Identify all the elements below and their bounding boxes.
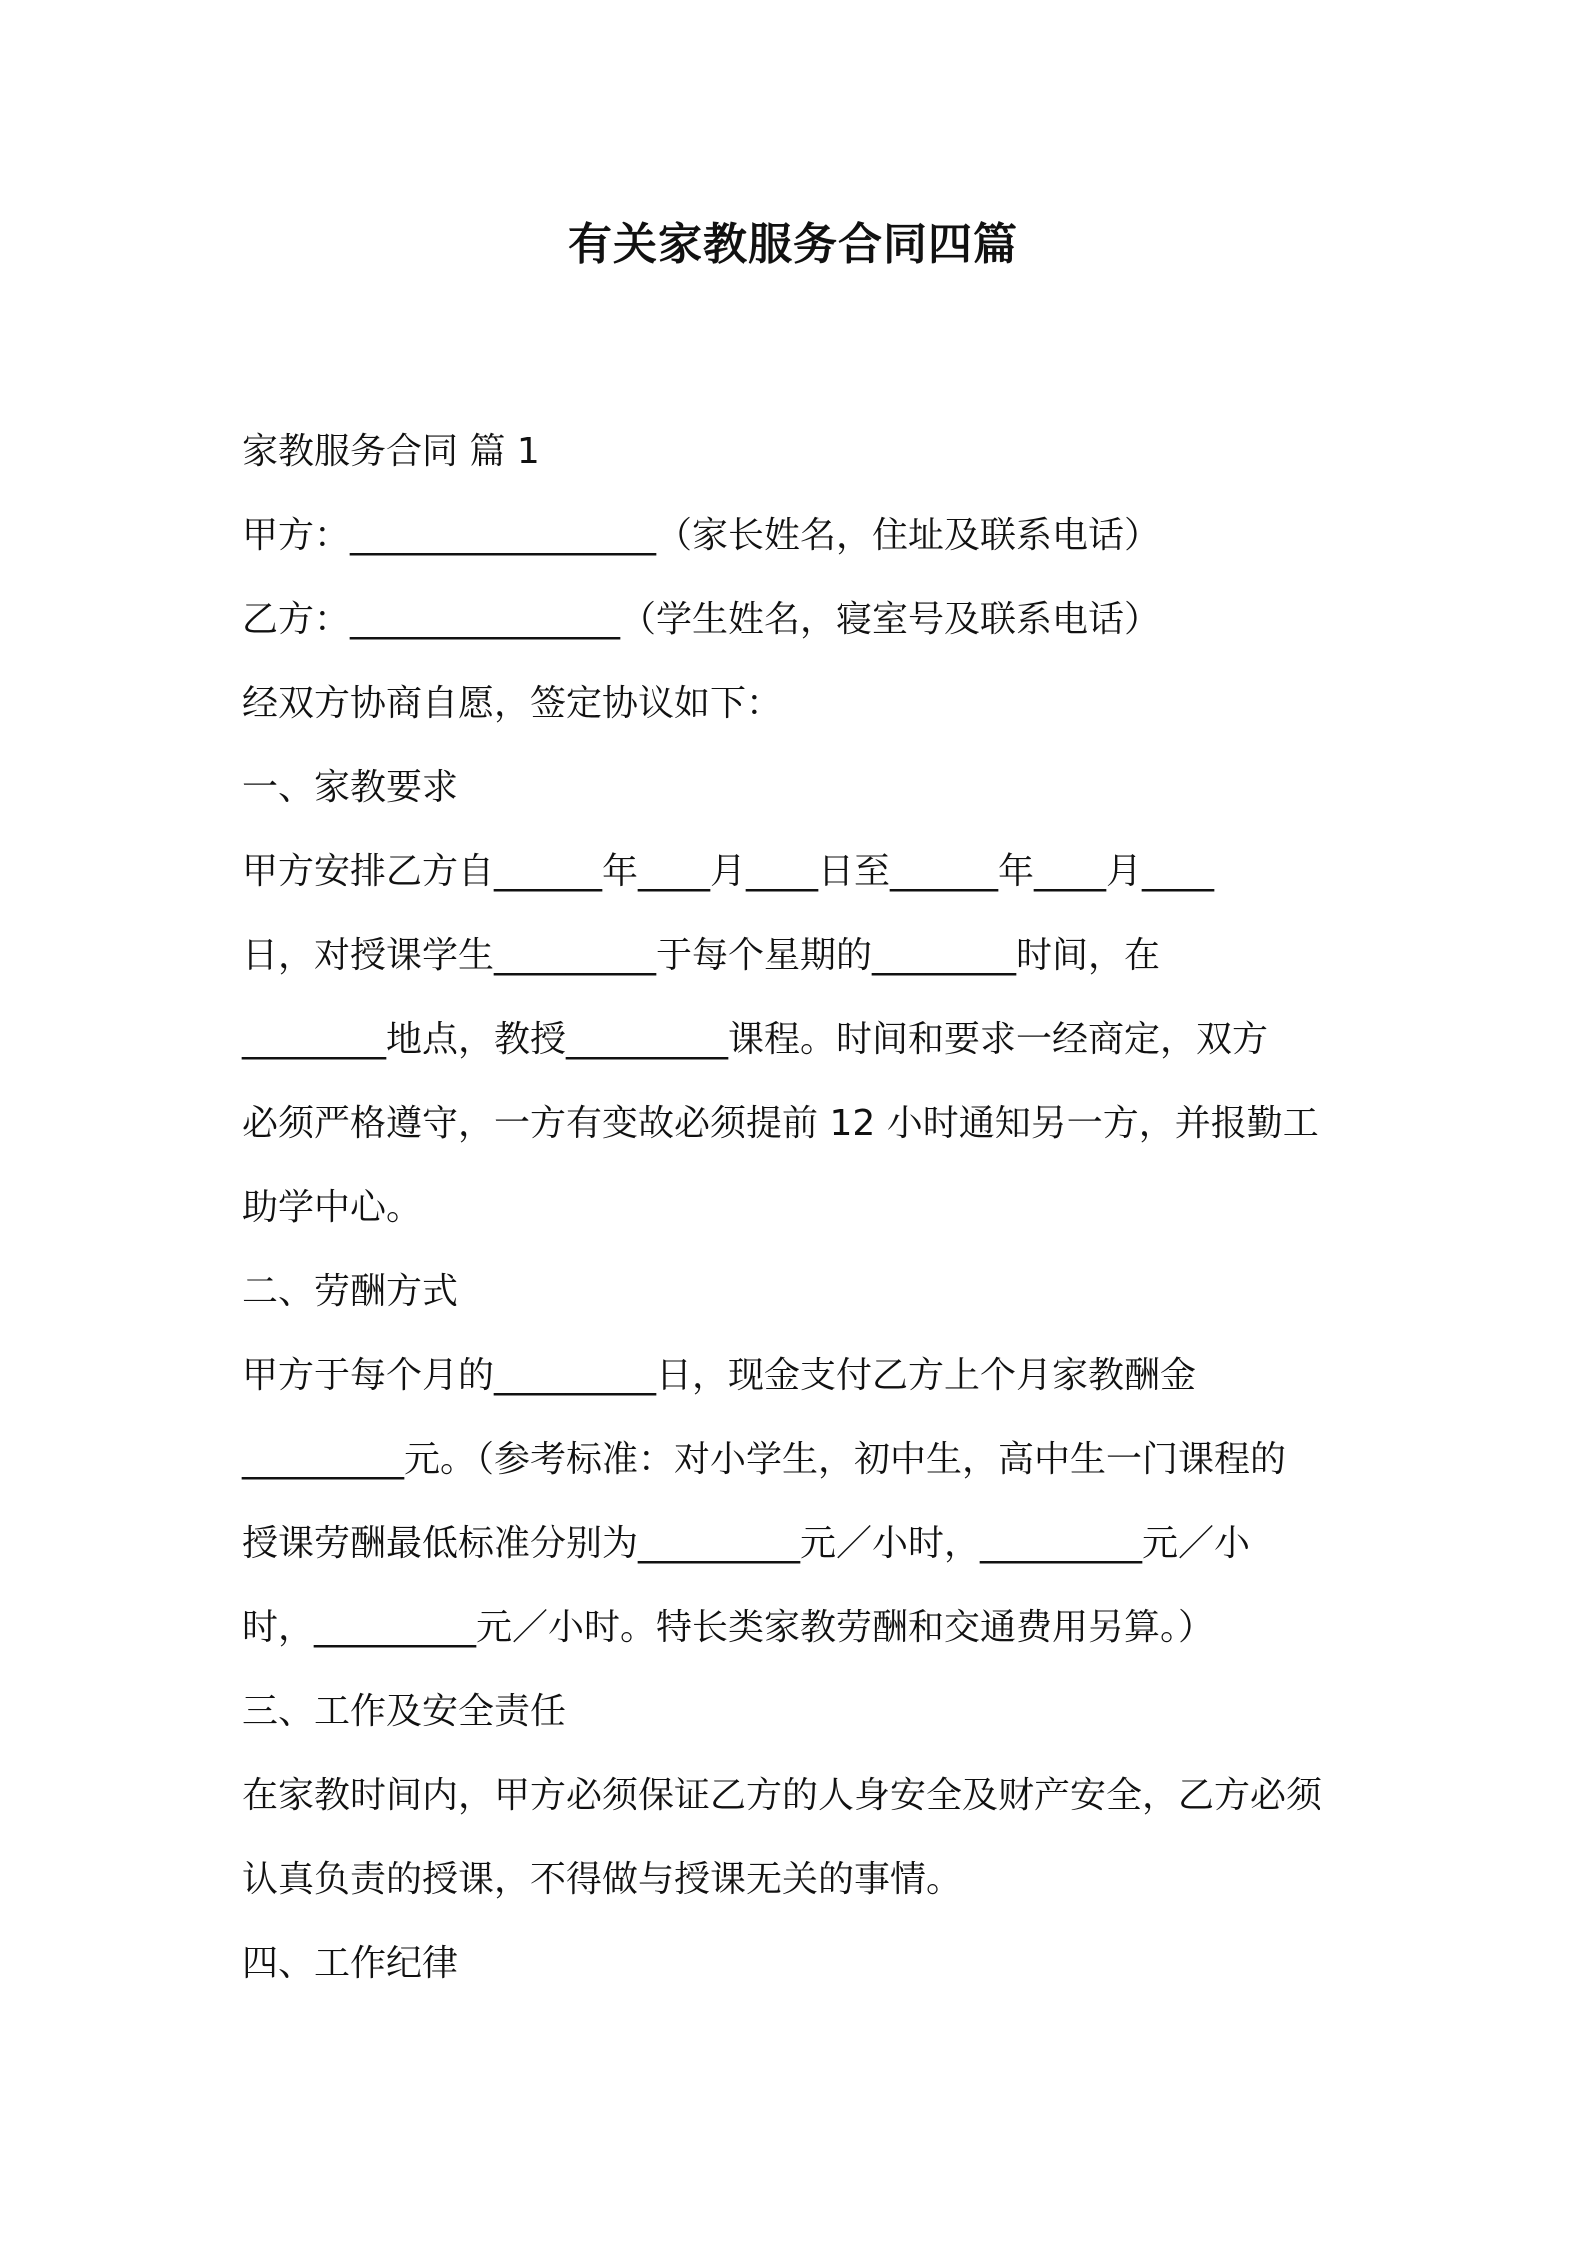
- clause-heading-4: 四、工作纪律: [242, 1943, 459, 1984]
- paragraph-line: ________地点，教授_________课程。时间和要求一经商定，双方: [242, 1019, 1269, 1060]
- agreement-intro: 经双方协商自愿，签定协议如下：: [242, 683, 783, 724]
- paragraph-line: 授课劳酬最低标准分别为_________元／小时，_________元／小: [242, 1523, 1251, 1564]
- paragraph-line: _________元。（参考标准：对小学生，初中生，高中生一门课程的: [242, 1439, 1287, 1480]
- document-title: 有关家教服务合同四篇: [568, 219, 1018, 270]
- party-a-line: 甲方：_________________（家长姓名，住址及联系电话）: [242, 515, 1161, 556]
- paragraph-line: 助学中心。: [242, 1187, 423, 1228]
- clause-heading-3: 三、工作及安全责任: [242, 1691, 567, 1732]
- paragraph-line: 认真负责的授课，不得做与授课无关的事情。: [242, 1859, 963, 1900]
- paragraph-line: 甲方于每个月的_________日，现金支付乙方上个月家教酬金: [242, 1355, 1197, 1396]
- paragraph-line: 必须严格遵守，一方有变故必须提前 12 小时通知另一方，并报勤工: [242, 1103, 1319, 1144]
- document-body: [242, 410, 1352, 2006]
- paragraph-line: 时，_________元／小时。特长类家教劳酬和交通费用另算。）: [242, 1607, 1215, 1648]
- paragraph-line: 在家教时间内，甲方必须保证乙方的人身安全及财产安全，乙方必须: [242, 1775, 1323, 1816]
- clause-heading-2: 二、劳酬方式: [242, 1271, 459, 1312]
- clause-heading-1: 一、家教要求: [242, 767, 459, 808]
- paragraph-line: 日，对授课学生_________于每个星期的________时间，在: [242, 935, 1161, 976]
- party-b-line: 乙方：_______________（学生姓名，寝室号及联系电话）: [242, 599, 1161, 640]
- paragraph-line: 甲方安排乙方自______年____月____日至______年____月____: [242, 851, 1215, 892]
- section-heading: 家教服务合同 篇 1: [242, 431, 540, 472]
